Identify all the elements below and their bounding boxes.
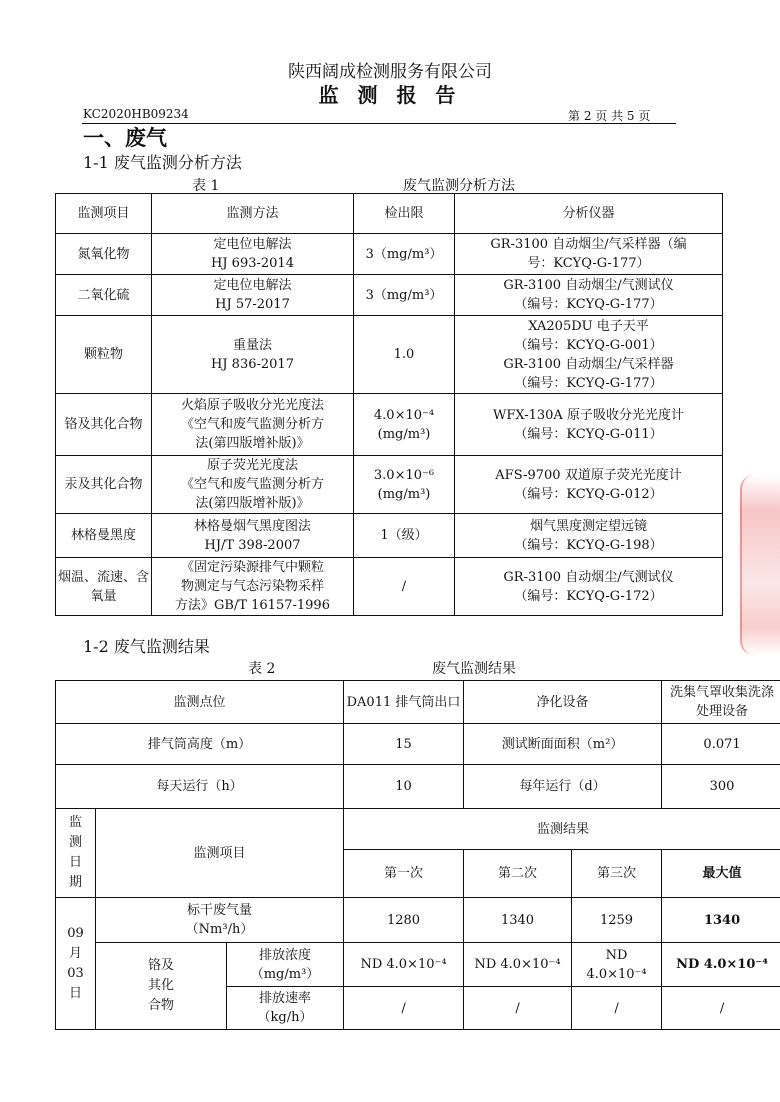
area-value: 0.071 (662, 724, 780, 765)
flow-value-3: 1259 (572, 898, 662, 943)
t1-row (56, 316, 723, 394)
t1-cell-item: 颗粒物 (56, 316, 152, 394)
result-column-header: 监测结果 (344, 809, 780, 850)
conc-value-max: ND 4.0×10⁻⁴ (662, 943, 780, 987)
t1-cell-limit: 3（mg/m³） (354, 275, 455, 316)
t2-label: 表 2 (248, 661, 276, 677)
t1-cell-method: 重量法 HJ 836-2017 (152, 316, 354, 394)
t1-cell-instrument: GR-3100 自动烟尘/气采样器（编 号：KCYQ-G-177） (455, 234, 723, 275)
t1-cell-item: 氮氧化物 (56, 234, 152, 275)
t1-cell-item: 铬及其化合物 (56, 394, 152, 456)
t2-heading: 1-2 废气监测结果 (83, 637, 210, 656)
t2-caption: 废气监测结果 (432, 661, 516, 677)
t1-label: 表 1 (192, 178, 220, 194)
rate-label: 排放速率 （kg/h） (227, 987, 344, 1030)
conc-value-3: ND 4.0×10⁻⁴ (572, 943, 662, 987)
height-label: 排气筒高度（m） (56, 724, 344, 765)
rate-value-2: / (464, 987, 572, 1030)
conc-value-1: ND 4.0×10⁻⁴ (344, 943, 464, 987)
page-number: 第 2 页 共 5 页 (568, 109, 651, 123)
t1-row (56, 394, 723, 456)
header-rule (82, 123, 676, 124)
rate-value-max: / (662, 987, 780, 1030)
conc-value-2: ND 4.0×10⁻⁴ (464, 943, 572, 987)
t1-row (56, 456, 723, 514)
t1-cell-limit: 1.0 (354, 316, 455, 394)
monitor-date: 09 月 03 日 (56, 898, 96, 1030)
section-title: 一、废气 (83, 125, 167, 150)
point-label: 监测点位 (56, 681, 344, 724)
company-name: 陕西阔成检测服务有限公司 (288, 62, 492, 82)
daily-value: 10 (344, 765, 464, 809)
result-table (55, 680, 780, 1030)
method-table (55, 193, 723, 616)
t1-header-limit: 检出限 (354, 194, 455, 234)
col-first: 第一次 (344, 850, 464, 898)
t1-cell-item: 汞及其化合物 (56, 456, 152, 514)
area-label: 测试断面面积（m²） (464, 724, 662, 765)
t1-cell-instrument: XA205DU 电子天平 （编号：KCYQ-G-001） GR-3100 自动烟尘/气采样器 （编号：KCYQ-G-177） (455, 316, 723, 394)
flow-value-1: 1280 (344, 898, 464, 943)
t1-cell-item: 二氧化硫 (56, 275, 152, 316)
report-number: KC2020HB09234 (83, 107, 189, 121)
conc-label: 排放浓度 （mg/m³） (227, 943, 344, 987)
t1-header-item: 监测项目 (56, 194, 152, 234)
flow-value-max: 1340 (662, 898, 780, 943)
point-value: DA011 排气筒出口 (344, 681, 464, 724)
t1-cell-method: 原子荧光光度法 《空气和废气监测分析方 法(第四版增补版)》 (152, 456, 354, 514)
t1-cell-method: 火焰原子吸收分光光度法 《空气和废气监测分析方 法(第四版增补版)》 (152, 394, 354, 456)
col-third: 第三次 (572, 850, 662, 898)
flow-value-2: 1340 (464, 898, 572, 943)
flow-label: 标干废气量 （Nm³/h） (96, 898, 344, 943)
purify-value: 洗集气罩收集洗涤处理设备 (662, 681, 780, 724)
col-max: 最大值 (662, 850, 780, 898)
chromium-label: 铬及 其化 合物 (96, 943, 227, 1030)
t1-cell-limit: 3.0×10⁻⁶ (mg/m³) (354, 456, 455, 514)
rate-value-3: / (572, 987, 662, 1030)
item-column-header: 监测项目 (96, 809, 344, 898)
t1-row (56, 275, 723, 316)
t1-cell-instrument: 烟气黑度测定望远镜 （编号：KCYQ-G-198） (455, 514, 723, 558)
t1-cell-instrument: GR-3100 自动烟尘/气测试仪 （编号：KCYQ-G-177） (455, 275, 723, 316)
t1-caption: 废气监测分析方法 (403, 178, 515, 194)
t1-cell-instrument: GR-3100 自动烟尘/气测试仪 （编号：KCYQ-G-172） (455, 558, 723, 616)
t1-header-method: 监测方法 (152, 194, 354, 234)
t1-cell-limit: 4.0×10⁻⁴ (mg/m³) (354, 394, 455, 456)
t1-cell-limit: / (354, 558, 455, 616)
rate-value-1: / (344, 987, 464, 1030)
t1-cell-item: 林格曼黑度 (56, 514, 152, 558)
date-column-header: 监 测 日 期 (56, 809, 96, 898)
t1-body (56, 234, 723, 616)
purify-label: 净化设备 (464, 681, 662, 724)
t1-cell-method: 定电位电解法 HJ 693-2014 (152, 234, 354, 275)
t1-cell-limit: 1（级） (354, 514, 455, 558)
daily-label: 每天运行（h） (56, 765, 344, 809)
t1-cell-method: 林格曼烟气黑度图法 HJ/T 398-2007 (152, 514, 354, 558)
t1-row (56, 234, 723, 275)
col-second: 第二次 (464, 850, 572, 898)
t1-cell-item: 烟温、流速、含氧量 (56, 558, 152, 616)
yearly-label: 每年运行（d） (464, 765, 662, 809)
t1-heading: 1-1 废气监测分析方法 (83, 153, 242, 172)
t1-cell-method: 《固定污染源排气中颗粒 物测定与气态污染物采样 方法》GB/T 16157-1996 (152, 558, 354, 616)
seal-stamp (740, 475, 780, 655)
t1-cell-instrument: WFX-130A 原子吸收分光光度计 （编号：KCYQ-G-011） (455, 394, 723, 456)
t1-header-instrument: 分析仪器 (455, 194, 723, 234)
t1-row (56, 558, 723, 616)
report-title: 监 测 报 告 (318, 83, 462, 107)
t1-row (56, 514, 723, 558)
t1-cell-instrument: AFS-9700 双道原子荧光光度计 （编号：KCYQ-G-012） (455, 456, 723, 514)
t1-cell-limit: 3（mg/m³） (354, 234, 455, 275)
height-value: 15 (344, 724, 464, 765)
t1-cell-method: 定电位电解法 HJ 57-2017 (152, 275, 354, 316)
yearly-value: 300 (662, 765, 780, 809)
